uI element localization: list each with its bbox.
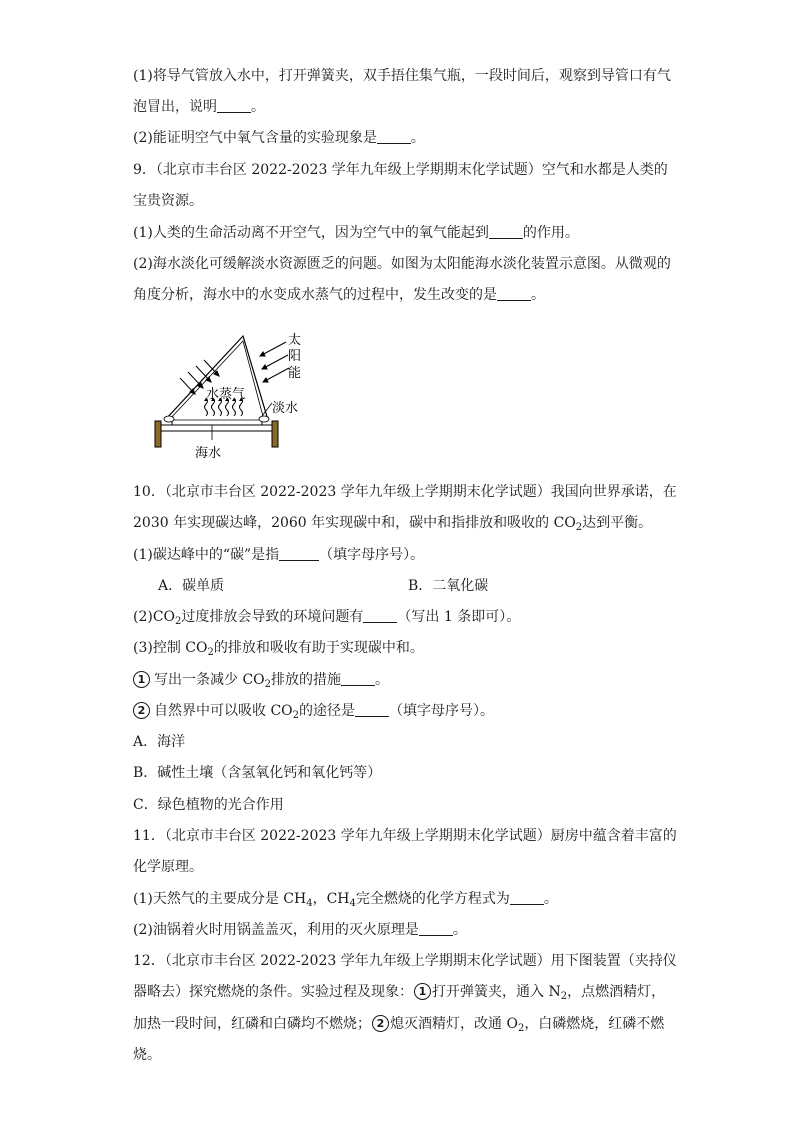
option-b: B．二氧化碳: [408, 578, 489, 594]
seawater-trough: [172, 420, 262, 425]
answer-blank: [341, 671, 375, 686]
q8-sub2: (2)能证明空气中氧气含量的实验现象是 。: [133, 130, 425, 146]
answer-blank: [355, 702, 389, 717]
circled-number: 2: [372, 1015, 389, 1032]
label-sea-water: 海水: [195, 446, 222, 461]
q9-stem-cont: 宝贵资源。: [133, 193, 203, 209]
answer-blank: [377, 129, 411, 144]
q10-option-c: C．绿色植物的光合作用: [133, 797, 284, 813]
q9-sub1: (1)人类的生命活动离不开空气，因为空气中的氧气能起到 的作用。: [133, 225, 579, 241]
q8-sub1-cont: 泡冒出，说明 。: [133, 99, 265, 115]
base-left-leg: [155, 421, 161, 447]
circled-number: 2: [133, 702, 150, 719]
q8-sub1: (1)将导气管放入水中，打开弹簧夹，双手捂住集气瓶，一段时间后，观察到导管口有气: [133, 68, 671, 84]
q10-sub3-item2: 2 自然界中可以吸收 $CO_2$的途径是 （填字母序号）。: [133, 701, 494, 721]
label-fresh-water: 淡水: [272, 401, 299, 416]
q12-stem-cont3: 烧。: [133, 1047, 161, 1063]
answer-blank: [497, 286, 531, 301]
q10-options-row: [158, 576, 558, 596]
answer-blank: [279, 546, 319, 561]
q12-stem: 12．（北京市丰台区 2022-2023 学年九年级上学期期末化学试题）用下图装置（夹持仪: [133, 953, 677, 969]
label-sun-2: 阳: [288, 349, 302, 364]
label-vapor: 水蒸气: [206, 387, 246, 402]
label-sun-1: 太: [288, 333, 302, 348]
q10-sub2: $(2)CO_2$过度排放会导致的环境问题有 （写出 1 条即可）。: [133, 609, 521, 627]
base-plate: [161, 425, 272, 431]
solar-desalination-diagram: [150, 328, 315, 463]
q10-stem: 10．（北京市丰台区 2022-2023 学年九年级上学期期末化学试题）我国向世界承诺，在: [133, 484, 677, 500]
option-a: A．碳单质: [158, 578, 225, 594]
q12-stem-cont1: 器略去）探究燃烧的条件。实验过程及现象： 1 打开弹簧夹，通入 $N_2$，点燃酒精灯，: [133, 984, 666, 1002]
base-right-leg: [272, 421, 278, 447]
q10-stem-cont: 2030 年实现碳达峰，2060 年实现碳中和，碳中和指排放和吸收的 $CO_2$达到平衡。: [133, 515, 653, 533]
answer-blank: [217, 98, 251, 113]
q10-sub3: (3)控制 $CO_2$的排放和吸收有助于实现碳中和。: [133, 640, 424, 658]
circled-number: 1: [414, 983, 431, 1000]
q11-sub2: (2)油锅着火时用锅盖盖灭，利用的灭火原理是 。: [133, 922, 467, 938]
q12-stem-cont2: 加热一段时间，红磷和白磷均不燃烧； 2 熄灭酒精灯，改通 $O_2$，白磷燃烧，红磷不燃: [133, 1016, 665, 1034]
answer-blank: [363, 608, 397, 623]
q9-sub2: (2)海水淡化可缓解淡水资源匮乏的问题。如图为太阳能海水淡化装置示意图。从微观的: [133, 256, 671, 272]
q10-sub3-item1: 1 写出一条减少 $CO_2$排放的措施 。: [133, 670, 389, 690]
q10-option-b: B．碱性土壤（含氢氧化钙和氧化钙等）: [133, 765, 382, 781]
q9-stem: 9．（北京市丰台区 2022-2023 学年九年级上学期期末化学试题）空气和水都是人类的: [133, 162, 668, 178]
q10-option-a: A．海洋: [133, 734, 186, 750]
answer-blank: [510, 890, 544, 905]
q9-sub2-cont: 角度分析，海水中的水变成水蒸气的过程中，发生改变的是 。: [133, 287, 545, 303]
label-sun-3: 能: [288, 366, 302, 381]
circled-number: 1: [133, 671, 150, 688]
q10-sub1: (1)碳达峰中的“碳”是指 （填字母序号）。: [133, 547, 425, 563]
sunlight-arrows-right: [260, 342, 289, 382]
q11-stem: 11．（北京市丰台区 2022-2023 学年九年级上学期期末化学试题）厨房中蕴含着丰富的: [133, 828, 677, 844]
q11-sub1: (1)天然气的主要成分是 $CH_4$，$CH_4$完全燃烧的化学方程式为 。: [133, 891, 558, 909]
answer-blank: [419, 921, 453, 936]
q11-stem-cont: 化学原理。: [133, 859, 203, 875]
answer-blank: [489, 224, 523, 239]
